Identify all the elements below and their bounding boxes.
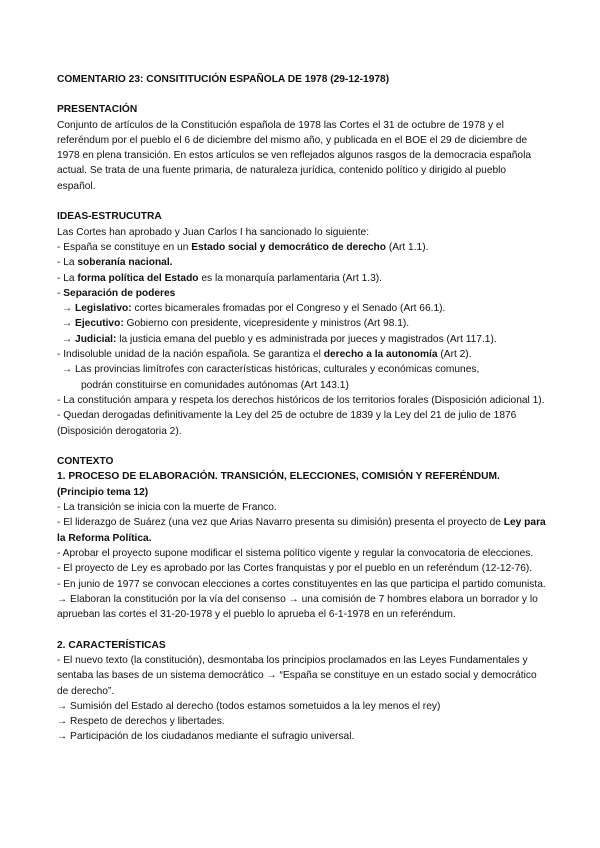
ideas-subitem: → Ejecutivo: Gobierno con presidente, vicepresidente y ministros (Art 98.1).: [62, 318, 410, 330]
ideas-item: - Separación de poderes: [57, 287, 176, 299]
section-1-heading: 1. PROCESO DE ELABORACIÓN. TRANSICIÓN, ELECCIONES, COMISIÓN Y REFERÉNDUM.: [57, 471, 500, 483]
caracteristicas-item: → Respeto de derechos y libertades.: [57, 716, 225, 728]
ideas-subitem: → Judicial: la justicia emana del pueblo y es administrada por jueces y magistrados (Art 117.1).: [62, 333, 497, 345]
ideas-subitem-cont: podrán constituirse en comunidades autónomas (Art 143.1): [81, 379, 349, 391]
ideas-subitem: → Las provincias limítrofes con características históricas, culturales y económicas comunes,: [62, 364, 480, 376]
section-2-heading: 2. CARACTERÍSTICAS: [57, 639, 166, 651]
presentacion-text: Conjunto de artículos de la Constitución española de 1978 las Cortes el 31 de octubre de 1978 y el referéndum por el pueblo el 6 de diciembre del mismo año, y publicada en el BOE el 29 de diciembre de 1978 en plena transición. En estos artículos se ven reflejados algunos rasgos de la democracia española actual. Se trata de una fuente primaria, de naturaleza jurídica, contenido político y dirigido al pueblo español.: [57, 119, 532, 192]
ideas-intro: Las Cortes han aprobado y Juan Carlos I ha sancionado lo siguiente:: [57, 226, 370, 238]
document-page: [57, 72, 547, 745]
caracteristicas-item: - El nuevo texto (la constitución), desmontaba los principios proclamados en las Leyes Fundamentales y sentaba las bases de un sistema democrático → “España se constituye en un estado social y democrático de derecho”.: [57, 654, 537, 697]
ideas-item: - La constitución ampara y respeta los derechos históricos de los territorios forales (Disposición adicional 1).: [57, 394, 545, 406]
ideas-item: - España se constituye en un Estado social y democrático de derecho (Art 1.1).: [57, 241, 429, 253]
contexto-item: - Aprobar el proyecto supone modificar el sistema político vigente y regular la convocatoria de elecciones.: [57, 547, 534, 559]
contexto-heading: CONTEXTO: [57, 456, 114, 468]
presentacion-heading: PRESENTACIÓN: [57, 104, 138, 116]
ideas-item: - Indisoluble unidad de la nación española. Se garantiza el derecho a la autonomía (Art 2).: [57, 349, 472, 361]
ideas-item: - La soberanía nacional.: [57, 257, 173, 269]
ideas-item: - Quedan derogadas definitivamente la Ley del 25 de octubre de 1839 y la Ley del 21 de julio de 1876 (Disposición derogatoria 2).: [57, 410, 517, 437]
contexto-item: - El proyecto de Ley es aprobado por las Cortes franquistas y por el pueblo en un referéndum (12-12-76).: [57, 563, 533, 575]
contexto-item: - La transición se inicia con la muerte de Franco.: [57, 502, 277, 514]
ideas-item: - La forma política del Estado es la monarquía parlamentaria (Art 1.3).: [57, 272, 383, 284]
contexto-item: - El liderazgo de Suárez (una vez que Arias Navarro presenta su dimisión) presenta el proyecto de Ley para la Reforma Política.: [57, 517, 546, 544]
caracteristicas-item: → Participación de los ciudadanos mediante el sufragio universal.: [57, 731, 355, 743]
document-title: COMENTARIO 23: CONSITITUCIÓN ESPAÑOLA DE 1978 (29-12-1978): [57, 74, 390, 85]
ideas-subitem: → Legislativo: cortes bicamerales fromadas por el Congreso y el Senado (Art 66.1).: [62, 303, 446, 315]
ideas-heading: IDEAS-ESTRUCUTRA: [57, 211, 162, 223]
contexto-item: - En junio de 1977 se convocan elecciones a cortes constituyentes en las que participa el partido comunista. → Elaboran la constitución por la vía del consenso → una comisión de 7 hombres elabora un borrador y lo aprueban las cortes el 31-20-1978 y el pueblo lo aprueba el 6-1-1978 en un referéndum.: [57, 578, 546, 621]
section-1-subheading: (Principio tema 12): [57, 486, 149, 498]
caracteristicas-item: → Sumisión del Estado al derecho (todos estamos sometuidos a la ley menos el rey): [57, 700, 441, 712]
